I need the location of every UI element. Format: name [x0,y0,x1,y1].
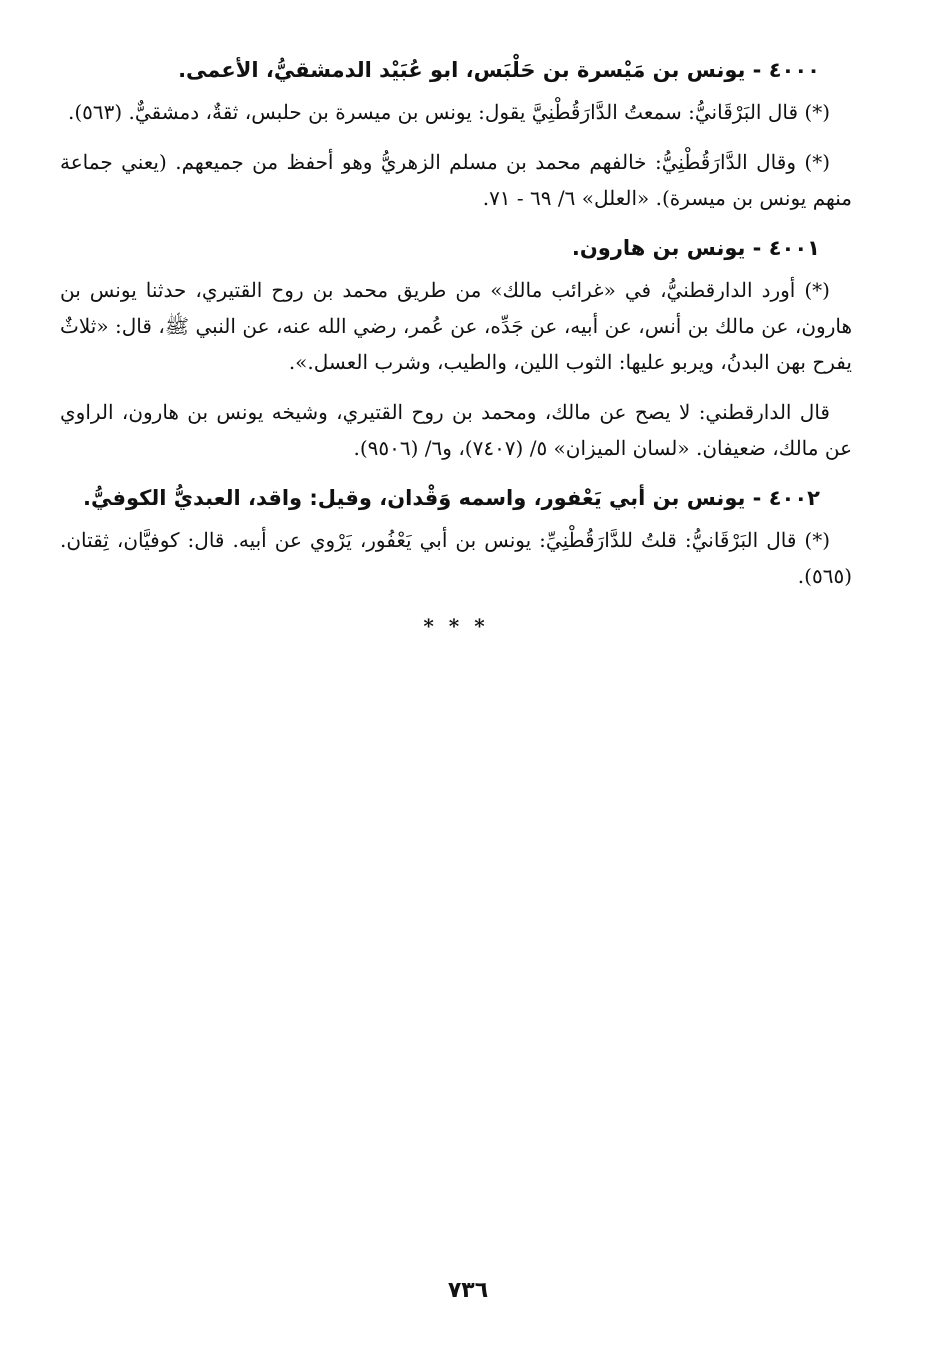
page-body [60,52,852,644]
entry-paragraph: (*) قال البَرْقَانيُّ: سمعتُ الدَّارَقُطْنِيَّ يقول: يونس بن ميسرة بن حلبس، ثقةٌ، دمشقيٌّ. (٥٦٣). [67,100,830,124]
entry-title: ٤٠٠٠ - يونس بن مَيْسرة بن حَلْبَس، ابو عُبَيْد الدمشقيُّ، الأعمى. [178,58,820,82]
section-separator: * * * [423,614,489,638]
entry-4001 [60,230,852,466]
entry-4000 [60,52,852,216]
entry-paragraph: (*) أورد الدارقطنيُّ، في «غرائب مالك» من طريق محمد بن روح القتيري، حدثنا يونس بن هارون، عن مالك بن أنس، عن أبيه، عن جَدِّه، عن عُمر، رضي الله عنه، عن النبي ﷺ، قال: «ثلاثٌ يفرح بهن البدنُ، ويربو عليها: الثوب اللين، والطيب، وشرب العسل.». [60,278,852,374]
entry-title: ٤٠٠١ - يونس بن هارون. [571,236,820,260]
entry-paragraph: (*) وقال الدَّارَقُطْنِيُّ: خالفهم محمد بن مسلم الزهريُّ وهو أحفظ من جميعهم. (يعني جماعة منهم يونس بن ميسرة). «العلل» ٦/ ٦٩ - ٧١. [60,150,852,210]
entry-paragraph: (*) قال البَرْقَانيُّ: قلتُ للدَّارَقُطْنِيِّ: يونس بن أبي يَعْفُور، يَرْوي عن أبيه. قال: كوفيَّان، ثِقتان. (٥٦٥). [60,528,852,588]
entry-paragraph: قال الدارقطني: لا يصح عن مالك، ومحمد بن روح القتيري، وشيخه يونس بن هارون، الراوي عن مالك، ضعيفان. «لسان الميزان» ٥/ (٧٤٠٧)، و٦/ (٩٥٠٦). [60,400,852,460]
entry-title: ٤٠٠٢ - يونس بن أبي يَعْفور، واسمه وَقْدان، وقيل: واقد، العبديُّ الكوفيُّ. [83,486,820,510]
page-number: ٧٣٦ [447,1278,489,1303]
entry-4002 [60,480,852,594]
